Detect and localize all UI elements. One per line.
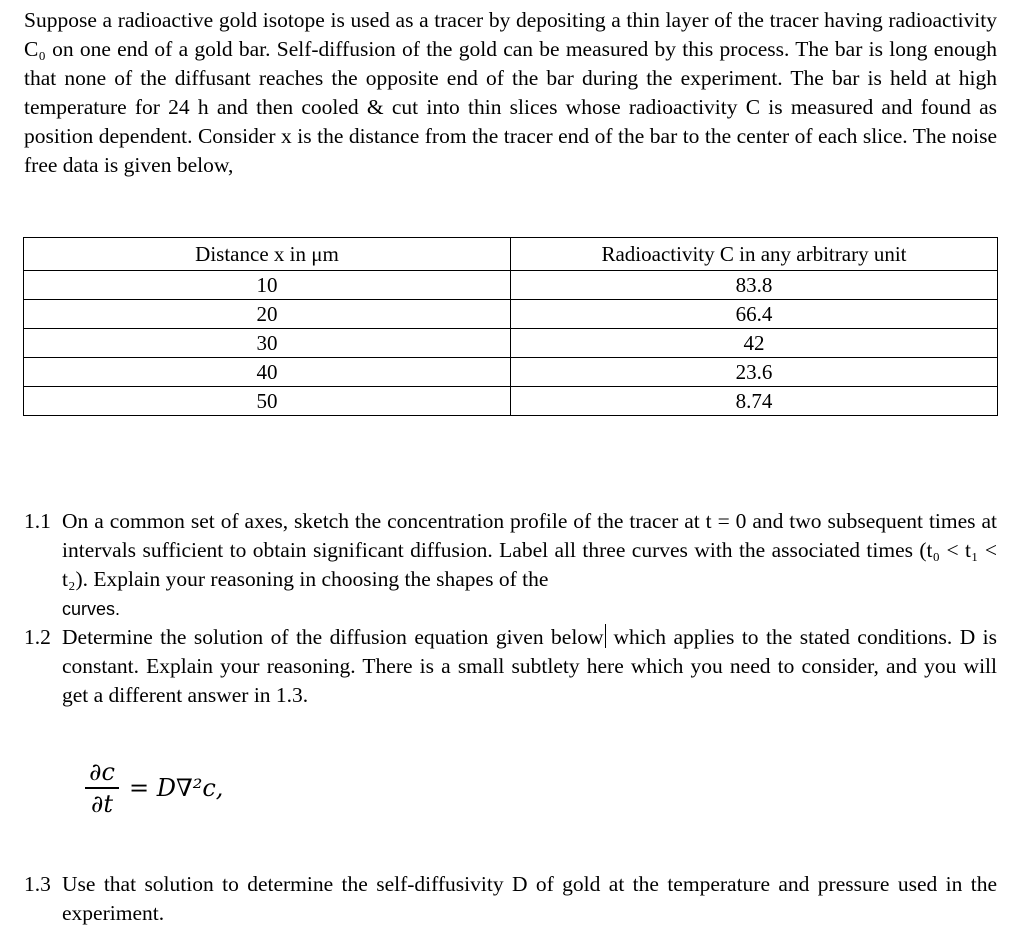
diffusion-equation [85, 758, 223, 818]
table-row [24, 387, 998, 416]
question-1-3 [24, 870, 997, 928]
cell-distance: 20 [24, 300, 511, 329]
question-number: 1.2 [24, 625, 51, 649]
question-text: On a common set of axes, sketch the concentration profile of the tracer at t = 0 and two subsequent times at intervals sufficient to obtain significant diffusion. Label all three curves with the associated times (t₀ < t₁ < t₂). Explain your reasoning in choosing the shapes of the [62, 509, 997, 591]
cell-distance: 30 [24, 329, 511, 358]
cell-radioactivity: 8.74 [511, 387, 998, 416]
table-row [24, 358, 998, 387]
question-1-2 [24, 623, 997, 710]
cell-radioactivity: 66.4 [511, 300, 998, 329]
cell-distance: 40 [24, 358, 511, 387]
question-text: Use that solution to determine the self-diffusivity D of gold at the temperature and pressure used in the experiment. [62, 872, 997, 925]
table-row [24, 329, 998, 358]
fraction-bar [85, 787, 119, 789]
problem-intro: Suppose a radioactive gold isotope is used as a tracer by depositing a thin layer of the tracer having radioactivity C₀ on one end of a gold bar. Self-diffusion of the gold can be measured by this process. The bar is long enough that none of the diffusant reaches the opposite end of the bar during the experiment. The bar is held at high temperature for 24 h and then cooled & cut into thin slices whose radioactivity C is measured and found as position dependent. Consider x is the distance from the tracer end of the bar to the center of each slice. The noise free data is given below, [24, 8, 997, 177]
cell-radioactivity: 23.6 [511, 358, 998, 387]
equation-denominator: ∂t [90, 789, 114, 818]
diffusion-data-table [23, 237, 998, 416]
question-text-continued: which applies to the stated conditions. D is constant. Explain your reasoning. There is a small subtlety here which you need to consider, and you will get a different answer in 1.3. [62, 625, 997, 707]
table-header-row [24, 238, 998, 271]
question-1-1 [24, 507, 997, 624]
column-header-radioactivity: Radioactivity C in any arbitrary unit [511, 238, 998, 271]
column-header-distance: Distance x in μm [24, 238, 511, 271]
cell-radioactivity: 83.8 [511, 271, 998, 300]
cell-distance: 10 [24, 271, 511, 300]
cell-radioactivity: 42 [511, 329, 998, 358]
cell-distance: 50 [24, 387, 511, 416]
question-number: 1.1 [24, 509, 51, 533]
table-row [24, 271, 998, 300]
partial-derivative-fraction [85, 758, 119, 818]
table-row [24, 300, 998, 329]
equation-numerator: ∂c [89, 758, 115, 786]
equation-rhs: = D∇²c, [129, 773, 224, 802]
question-text-tail: curves. [62, 599, 121, 619]
question-number: 1.3 [24, 872, 51, 896]
question-text: Determine the solution of the diffusion equation given below [62, 625, 604, 649]
